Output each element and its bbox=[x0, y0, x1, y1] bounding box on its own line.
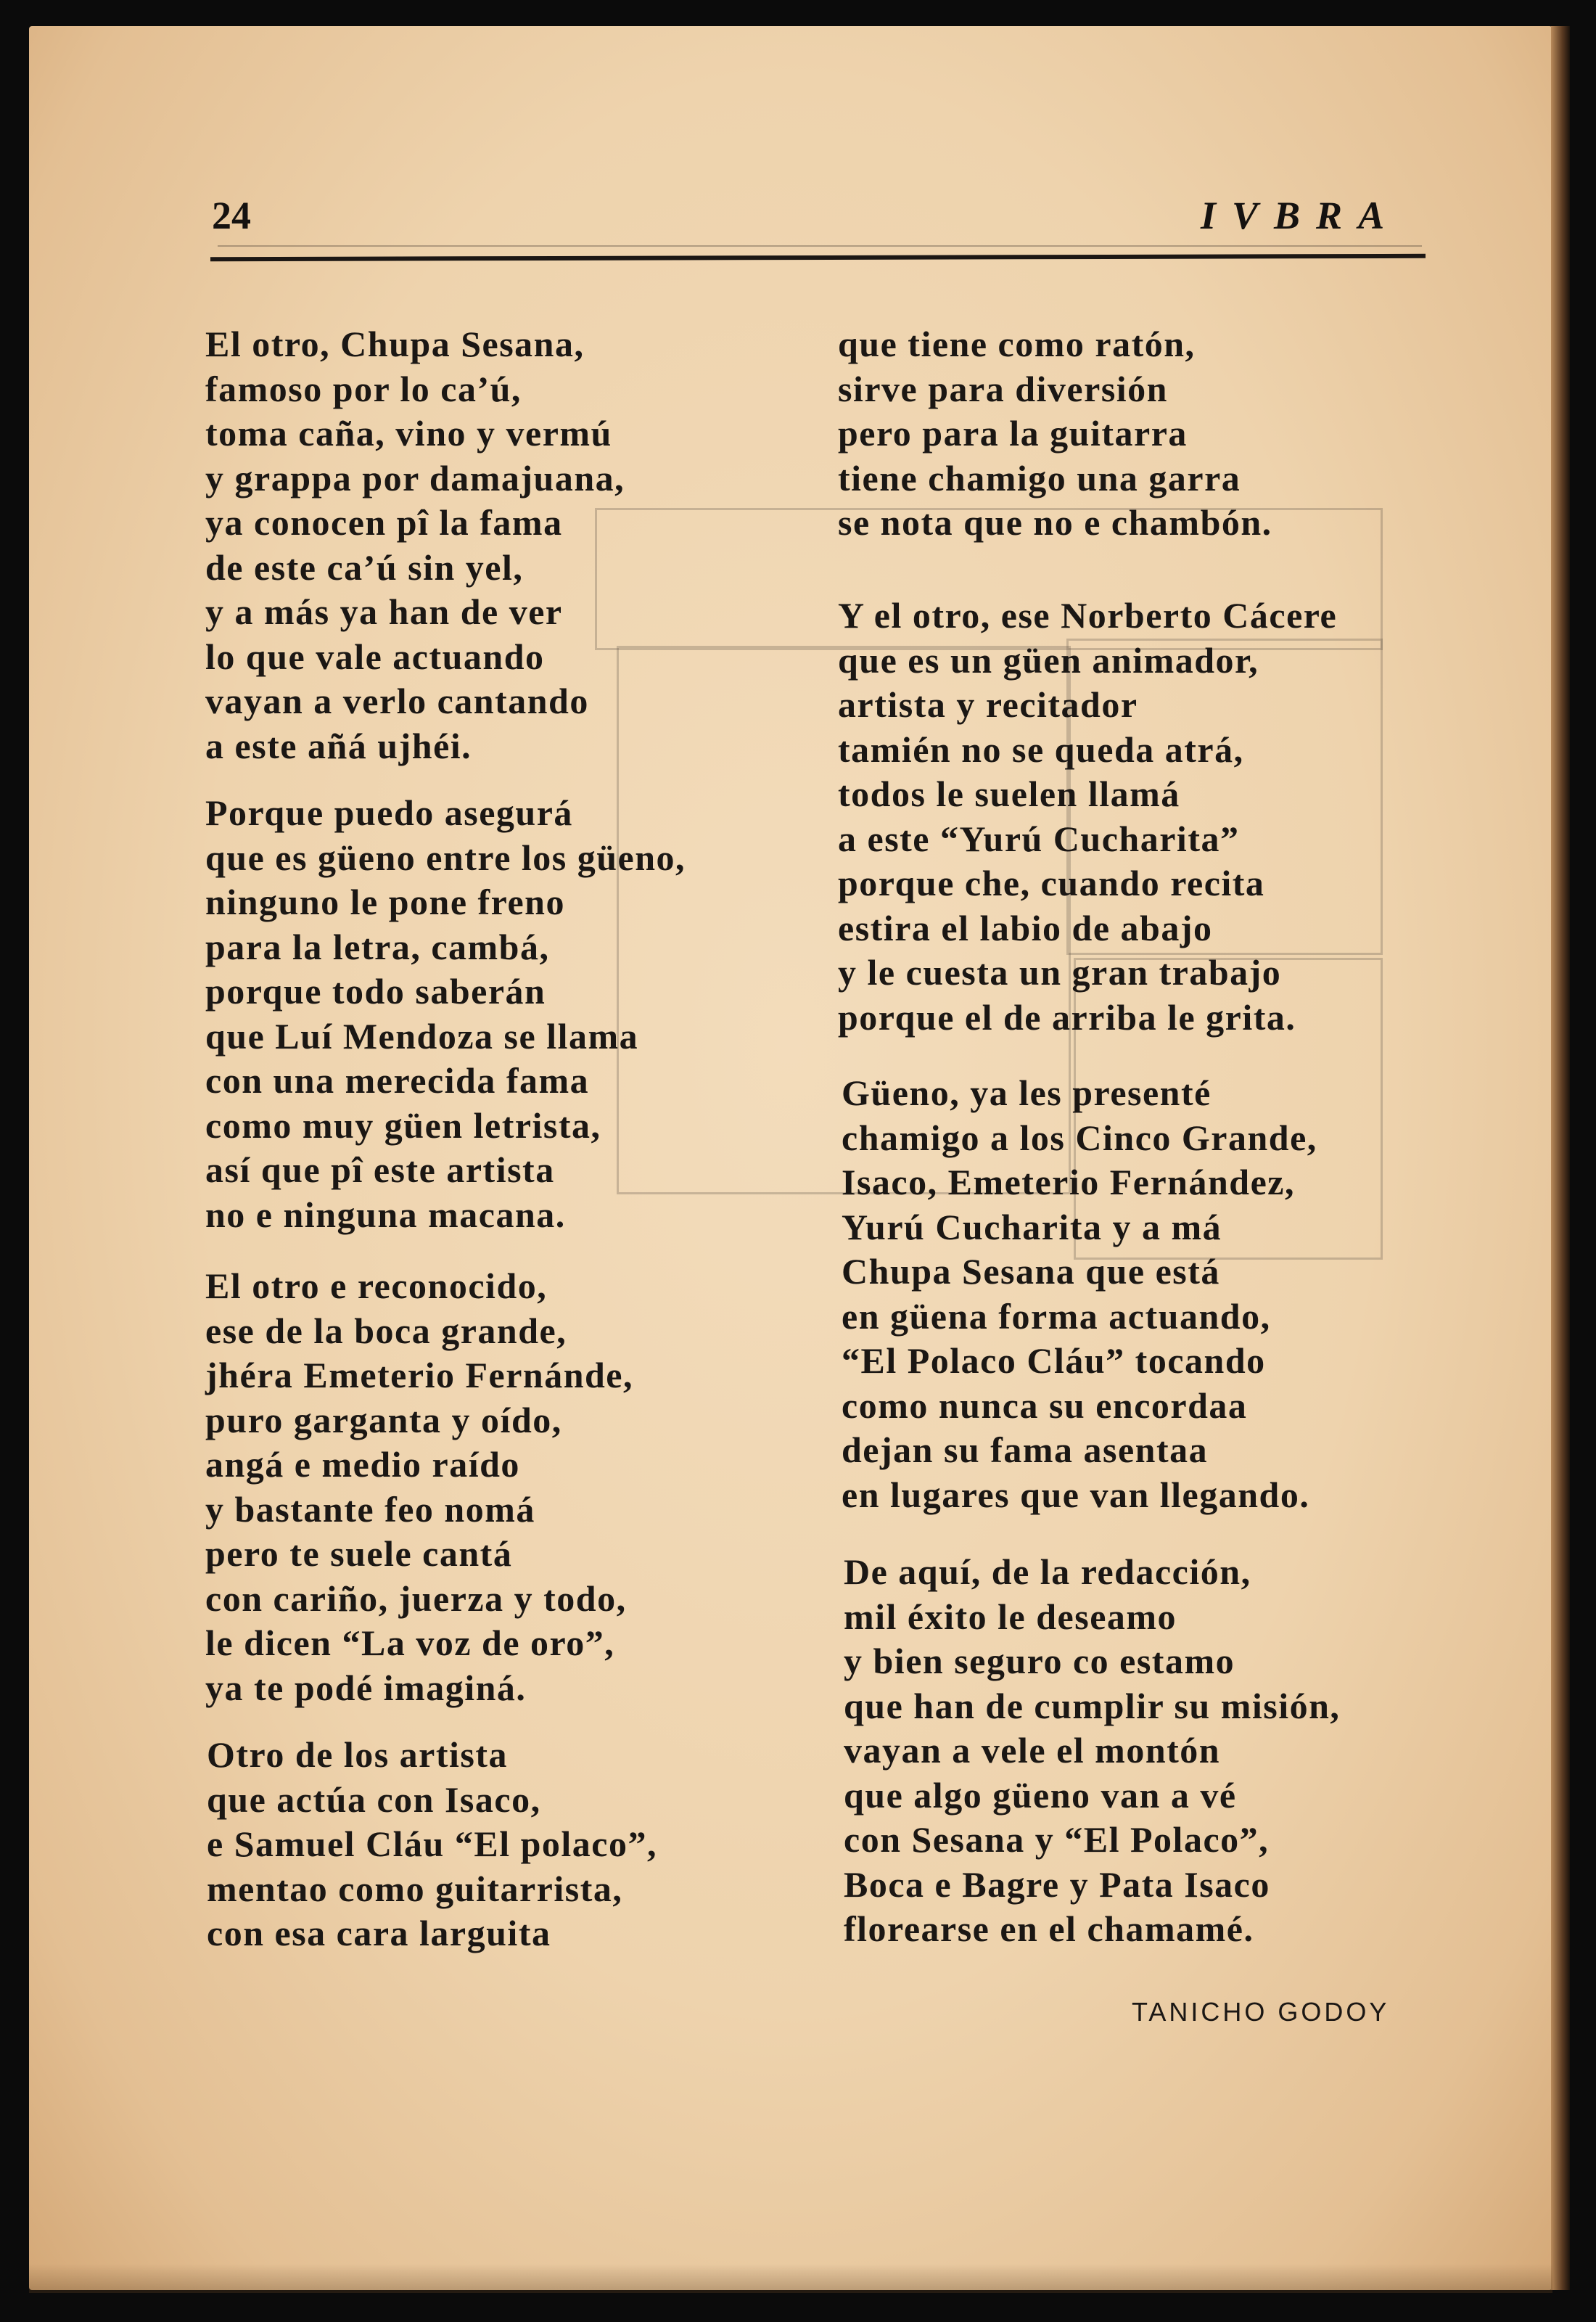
poem-line: mentao como guitarrista, bbox=[207, 1868, 623, 1909]
poem-line: a este “Yurú Cucharita” bbox=[838, 818, 1240, 859]
poem-line: le dicen “La voz de oro”, bbox=[205, 1622, 615, 1663]
poem-line: todos le suelen llamá bbox=[838, 774, 1180, 814]
poem-stanza bbox=[205, 791, 686, 1237]
poem-stanza bbox=[838, 322, 1272, 546]
poem-line: en güena forma actuando, bbox=[842, 1295, 1271, 1337]
author-signature: TANICHO GODOY bbox=[1132, 1997, 1390, 2027]
poem-line: vayan a verlo cantando bbox=[205, 681, 589, 721]
poem-line: florearse en el chamamé. bbox=[844, 1908, 1254, 1949]
poem-line: con esa cara larguita bbox=[207, 1913, 551, 1953]
poem-line: de este ca’ú sin yel, bbox=[205, 546, 524, 588]
poem-line: porque che, cuando recita bbox=[838, 863, 1265, 903]
poem-line: se nota que no e chambón. bbox=[838, 502, 1272, 543]
poem-stanza bbox=[205, 322, 625, 768]
poem-line: Otro de los artista bbox=[207, 1734, 509, 1775]
poem-line: dejan su fama asentaa bbox=[842, 1429, 1209, 1470]
poem-line: a este añá ujhéi. bbox=[205, 725, 472, 766]
poem-line: De aquí, de la redacción, bbox=[844, 1551, 1251, 1592]
poem-line: con cariño, juerza y todo, bbox=[205, 1578, 627, 1619]
poem-line: porque todo saberán bbox=[205, 971, 546, 1012]
poem-line: Chupa Sesana que está bbox=[842, 1251, 1220, 1292]
poem-line: Porque puedo asegurá bbox=[205, 792, 573, 833]
poem-stanza bbox=[838, 594, 1337, 1040]
poem-line: ya conocen pî la fama bbox=[205, 502, 563, 543]
poem-line: lo que vale actuando bbox=[205, 636, 545, 677]
poem-line: chamigo a los Cinco Grande, bbox=[842, 1117, 1317, 1158]
poem-line: estira el labio de abajo bbox=[838, 907, 1213, 948]
poem-line: que es un güen animador, bbox=[838, 639, 1259, 681]
poem-line: ya te podé imaginá. bbox=[205, 1667, 527, 1708]
poem-line: que es güeno entre los güeno, bbox=[205, 837, 686, 878]
poem-line: y grappa por damajuana, bbox=[205, 457, 625, 499]
poem-stanza bbox=[205, 1264, 633, 1710]
poem-line: tamién no se queda atrá, bbox=[838, 729, 1244, 770]
poem-line: jhéra Emeterio Fernánde, bbox=[205, 1355, 634, 1395]
poem-line: y le cuesta un gran trabajo bbox=[838, 952, 1282, 993]
page-bottom-edge bbox=[29, 2264, 1552, 2293]
poem-line: porque el de arriba le grita. bbox=[838, 996, 1296, 1038]
poem-line: toma caña, vino y vermú bbox=[205, 413, 612, 454]
poem-line: que actúa con Isaco, bbox=[207, 1779, 541, 1820]
poem-line: Isaco, Emeterio Fernández, bbox=[842, 1162, 1295, 1202]
poem-line: El otro, Chupa Sesana, bbox=[205, 324, 585, 364]
poem-line: El otro e reconocido, bbox=[205, 1265, 548, 1306]
poem-line: en lugares que van llegando. bbox=[842, 1474, 1310, 1515]
page-spine-shadow bbox=[1551, 26, 1570, 2290]
poem-line: y a más ya han de ver bbox=[205, 591, 563, 632]
masthead-title: IVBRA bbox=[1201, 194, 1401, 237]
poem-line: así que pî este artista bbox=[205, 1149, 555, 1190]
poem-line: pero te suele cantá bbox=[205, 1533, 513, 1574]
poem-line: sirve para diversión bbox=[838, 368, 1168, 409]
poem-stanza bbox=[207, 1733, 657, 1956]
poem-line: “El Polaco Cláu” tocando bbox=[842, 1340, 1266, 1381]
poem-line: mil éxito le deseamo bbox=[844, 1596, 1177, 1637]
poem-line: Boca e Bagre y Pata Isaco bbox=[844, 1863, 1270, 1905]
poem-line: con Sesana y “El Polaco”, bbox=[844, 1819, 1270, 1860]
poem-line: Güeno, ya les presenté bbox=[842, 1072, 1212, 1113]
poem-stanza bbox=[842, 1071, 1317, 1517]
poem-line: artista y recitador bbox=[838, 684, 1138, 725]
page-number: 24 bbox=[212, 194, 251, 237]
poem-line: ninguno le pone freno bbox=[205, 882, 565, 922]
poem-line: y bien seguro co estamo bbox=[844, 1641, 1235, 1681]
poem-line: que Luí Mendoza se llama bbox=[205, 1015, 639, 1057]
poem-line: como muy güen letrista, bbox=[205, 1104, 601, 1146]
poem-line: que tiene como ratón, bbox=[838, 324, 1196, 364]
header-rule-faint bbox=[218, 245, 1422, 247]
poem-line: como nunca su encordaa bbox=[842, 1384, 1248, 1426]
poem-line: vayan a vele el montón bbox=[844, 1730, 1221, 1771]
poem-line: puro garganta y oído, bbox=[205, 1399, 562, 1440]
poem-line: Y el otro, ese Norberto Cácere bbox=[838, 595, 1338, 636]
poem-line: no e ninguna macana. bbox=[205, 1194, 566, 1235]
poem-line: pero para la guitarra bbox=[838, 413, 1188, 454]
poem-line: para la letra, cambá, bbox=[205, 926, 550, 967]
poem-line: e Samuel Cláu “El polaco”, bbox=[207, 1823, 657, 1864]
poem-line: que algo güeno van a vé bbox=[844, 1774, 1237, 1816]
poem-line: Yurú Cucharita y a má bbox=[842, 1206, 1222, 1247]
poem-line: y bastante feo nomá bbox=[205, 1488, 535, 1530]
poem-line: con una merecida fama bbox=[205, 1060, 590, 1101]
poem-line: famoso por lo ca’ú, bbox=[205, 368, 522, 409]
poem-stanza bbox=[844, 1550, 1340, 1952]
poem-line: que han de cumplir su misión, bbox=[844, 1685, 1341, 1726]
poem-line: ese de la boca grande, bbox=[205, 1310, 567, 1351]
poem-line: angá e medio raído bbox=[205, 1444, 520, 1485]
poem-line: tiene chamigo una garra bbox=[838, 457, 1241, 499]
